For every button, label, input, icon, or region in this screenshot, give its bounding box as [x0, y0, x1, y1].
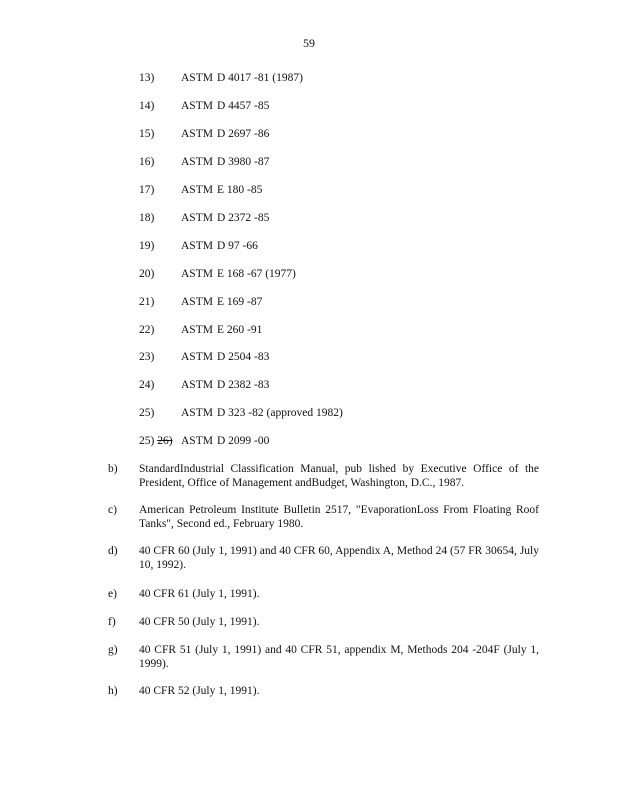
list-item-org: ASTM	[181, 324, 213, 336]
list-item-number: 20)	[139, 268, 155, 280]
list-item-number: 19)	[139, 240, 155, 252]
list-item-number: 25)	[139, 407, 155, 419]
list-item-number: 13)	[139, 72, 155, 84]
page-number: 59	[303, 36, 315, 50]
list-item-code: D 4457 -85	[217, 100, 270, 112]
list-item-org: ASTM	[181, 268, 213, 280]
list-item-code: D 2504 -83	[217, 351, 270, 363]
reference-text: American Petroleum Institute Bulletin 2517, "EvaporationLoss From Floating Roof Tanks", Second ed., February 1980.	[139, 504, 539, 530]
list-item-number: 17)	[139, 184, 155, 196]
reference-letter: e)	[108, 588, 117, 600]
list-item-number: 22)	[139, 324, 155, 336]
reference-text: 40 CFR 60 (July 1, 1991) and 40 CFR 60, Appendix A, Method 24 (57 FR 30654, July 10, 1992).	[139, 545, 539, 571]
list-item-number: 25)	[139, 435, 155, 447]
list-item-code: D 3980 -87	[217, 156, 270, 168]
list-item-org: ASTM	[181, 212, 213, 224]
reference-text: 40 CFR 61 (July 1, 1991).	[139, 588, 260, 600]
list-item-number: 14)	[139, 100, 155, 112]
list-item-number: 18)	[139, 212, 155, 224]
list-item-code: E 168 -67 (1977)	[217, 268, 296, 280]
list-item-code: E 180 -85	[217, 184, 263, 196]
list-item-code: D 97 -66	[217, 240, 258, 252]
list-item-org: ASTM	[181, 407, 213, 419]
list-item-org: ASTM	[181, 184, 213, 196]
reference-letter: d)	[108, 545, 118, 557]
list-item-number-struck: 26)	[157, 435, 173, 447]
reference-text: 40 CFR 50 (July 1, 1991).	[139, 616, 260, 628]
reference-text: StandardIndustrial Classification Manual, pub lished by Executive Office of the President, Office of Management andBudget, Washington, D.C., 1987.	[139, 463, 539, 489]
list-item-code: D 2372 -85	[217, 212, 270, 224]
reference-letter: f)	[108, 616, 116, 628]
reference-letter: h)	[108, 685, 118, 697]
list-item-org: ASTM	[181, 240, 213, 252]
list-item-code: E 169 -87	[217, 296, 263, 308]
list-item-number: 16)	[139, 156, 155, 168]
list-item-number-group	[139, 433, 173, 449]
list-item-code: D 2382 -83	[217, 379, 270, 391]
reference-text: 40 CFR 51 (July 1, 1991) and 40 CFR 51, appendix M, Methods 204 -204F (July 1, 1999).	[139, 644, 539, 670]
reference-letter: g)	[108, 644, 118, 656]
list-item-org: ASTM	[181, 156, 213, 168]
list-item-code: D 2099 -00	[217, 435, 270, 447]
list-item-org: ASTM	[181, 72, 213, 84]
list-item-code: D 4017 -81 (1987)	[217, 72, 303, 84]
list-item-number: 15)	[139, 128, 155, 140]
reference-letter: b)	[108, 463, 118, 475]
list-item-code: D 323 -82 (approved 1982)	[217, 407, 343, 419]
list-item-org: ASTM	[181, 351, 213, 363]
reference-text: 40 CFR 52 (July 1, 1991).	[139, 685, 260, 697]
list-item-number: 21)	[139, 296, 155, 308]
list-item-code: D 2697 -86	[217, 128, 270, 140]
list-item-code: E 260 -91	[217, 324, 263, 336]
reference-letter: c)	[108, 504, 117, 516]
list-item-org: ASTM	[181, 296, 213, 308]
list-item-org: ASTM	[181, 435, 213, 447]
list-item-number: 24)	[139, 379, 155, 391]
list-item-org: ASTM	[181, 379, 213, 391]
list-item-org: ASTM	[181, 128, 213, 140]
list-item-org: ASTM	[181, 100, 213, 112]
list-item-number: 23)	[139, 351, 155, 363]
